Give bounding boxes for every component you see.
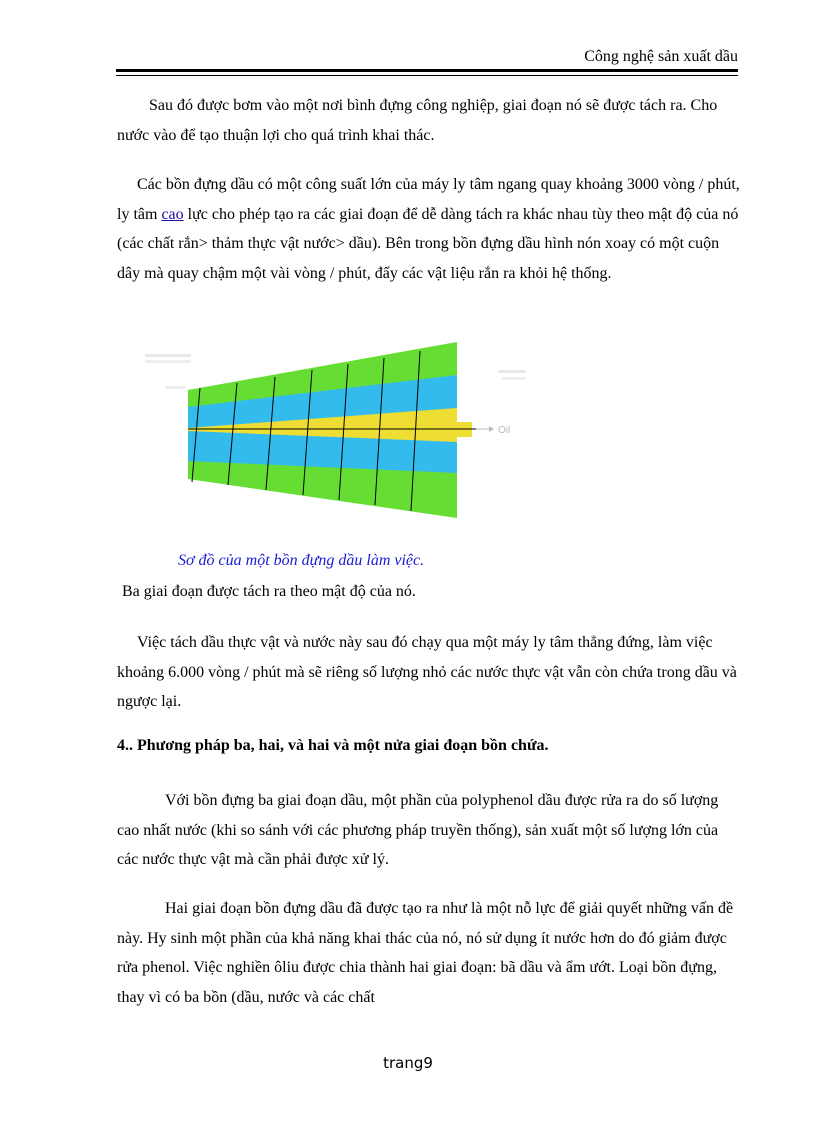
page-number: trang9 xyxy=(383,1054,433,1072)
paragraph-2-text-a: Các bồn đựng dầu có một công suất lớn của máy ly tâm ngang quay khoảng 3000 vòng / phút, ly tâm xyxy=(117,176,740,223)
header-rule-thick xyxy=(116,69,738,72)
paragraph-5: Hai giai đoạn bồn đựng dầu đã được tạo ra như là một nỗ lực để giải quyết những vấn đề này. Hy sinh một phần của khả năng khai thác của nó, nó sử dụng ít nước hơn do đó giảm được rửa phenol. Việc nghiền ôliu được chia thành hai giai đoạn: bã dầu và ẩm ướt. Loại bồn đựng, thay vì có ba bồn (dầu, nước và các chất xyxy=(117,900,734,1006)
paragraph-2 xyxy=(117,170,743,288)
figure-subcaption: Ba giai đoạn được tách ra theo mật độ của nó. xyxy=(122,583,416,600)
centrifuge-diagram xyxy=(140,340,540,520)
oil-arrow xyxy=(476,426,494,432)
oil-label: Oil xyxy=(498,425,511,436)
paragraph-2-text-b: lực cho phép tạo ra các giai đoạn để dễ dàng tách ra khác nhau tùy theo mật độ của nó (các chất rắn> thảm thực vật nước> dầu). Bên trong bồn đựng dầu hình nón xoay có một cuộn dây mà quay chậm một vài vòng / phút, đẩy các vật liệu rắn ra khỏi hệ thống. xyxy=(117,205,739,282)
cao-link[interactable]: cao xyxy=(161,205,184,223)
paragraph-3: Việc tách dầu thực vật và nước này sau đó chạy qua một máy ly tâm thẳng đứng, làm việc khoảng 6.000 vòng / phút mà sẽ riêng số lượng nhỏ các nước thực vật vẫn còn chứa trong dầu và ngược lại. xyxy=(117,634,737,710)
header-rule-thin xyxy=(116,75,738,76)
figure-caption: Sơ đồ của một bồn đựng dầu làm việc. xyxy=(178,552,425,569)
paragraph-1: Sau đó được bơm vào một nơi bình đựng công nghiệp, giai đoạn nó sẽ được tách ra. Cho nước vào để tạo thuận lợi cho quá trình khai thác. xyxy=(117,97,718,144)
paragraph-4: Với bồn đựng ba giai đoạn dầu, một phần của polyphenol dầu được rửa ra do số lượng cao nhất nước (khi so sánh với các phương pháp truyền thống), sản xuất một số lượng lớn của các nước thực vật mà cần phải được xử lý. xyxy=(117,792,719,868)
section-heading: 4.. Phương pháp ba, hai, và hai và một nửa giai đoạn bồn chứa. xyxy=(117,737,549,754)
running-header: Công nghệ sản xuất dầu xyxy=(584,48,738,65)
